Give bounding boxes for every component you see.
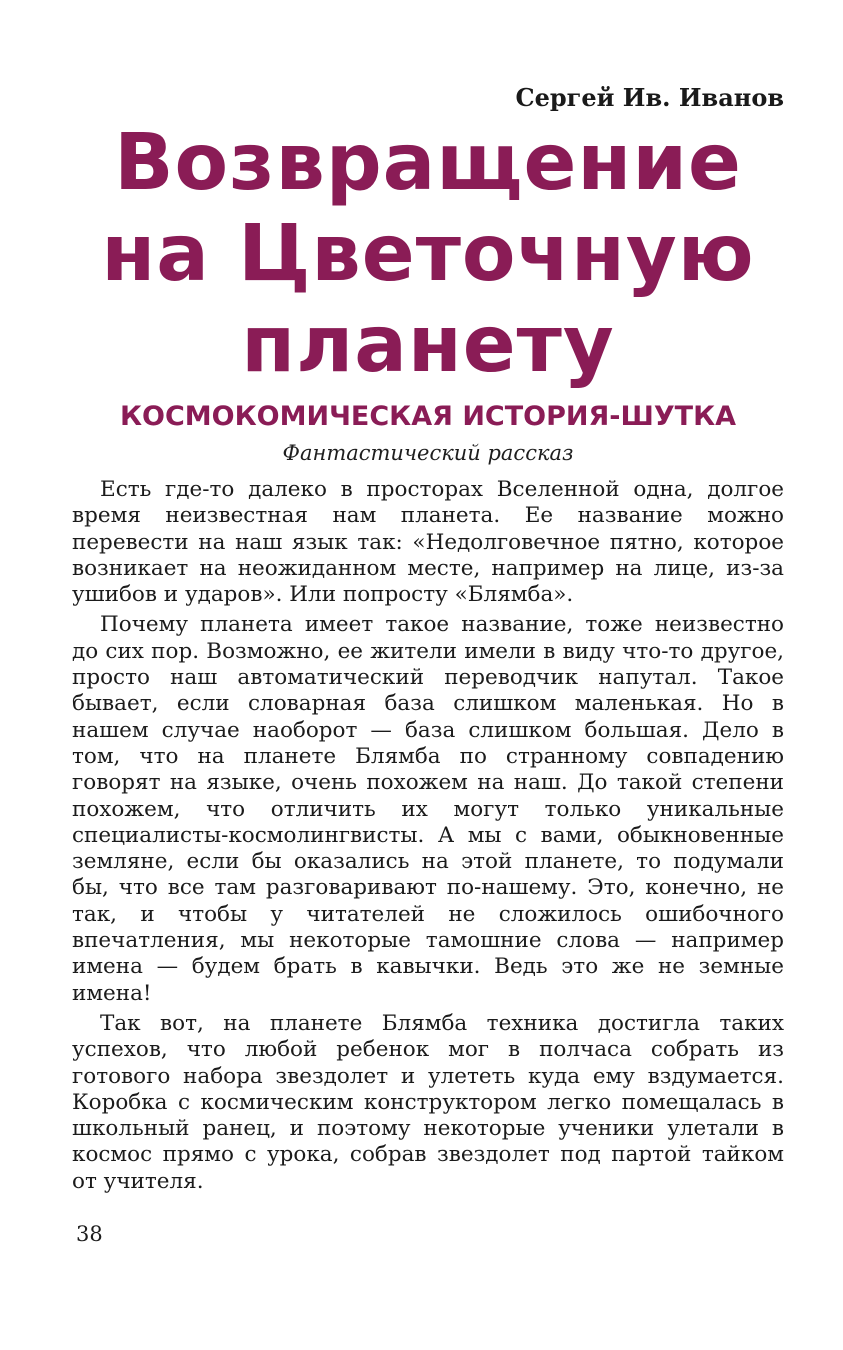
story-body (72, 477, 784, 1195)
paragraph: Есть где-то далеко в просторах Вселенной одна, долгое время неизвестная нам планета. Ее название можно перевести на наш язык так: «Недолговечное пятно, которое возникает на неожиданном месте, например на лице, из-за ушибов и ударов». Или попросту «Блямба». (72, 477, 784, 608)
paragraph: Почему планета имеет такое название, тоже неизвестно до сих пор. Возможно, ее жители имели в виду что-то другое, просто наш автоматический переводчик напутал. Такое бывает, если словарная база слишком маленькая. Но в нашем случае наоборот — база слишком большая. Дело в том, что на планете Блямба по странному совпадению говорят на языке, очень похожем на наш. До такой степени похожем, что отличить их могут только уникальные специалисты-космолингвисты. А мы с вами, обыкновенные земляне, если бы оказались на этой планете, то подумали бы, что все там разговаривают по-нашему. Это, конечно, не так, и чтобы у читателей не сложилось ошибочного впечатления, мы некоторые тамошние слова — например имена — будем брать в кавычки. Ведь это же не земные имена! (72, 612, 784, 1006)
title-line: планету (241, 300, 615, 390)
book-page (72, 78, 784, 1338)
story-subtitle: КОСМОКОМИЧЕСКАЯ ИСТОРИЯ-ШУТКА (119, 401, 737, 432)
author-name: Сергей Ив. Иванов (515, 83, 784, 112)
title-line: Возвращение (114, 118, 742, 208)
story-genre: Фантастический рассказ (282, 441, 574, 465)
title-line: на Цветочную (101, 209, 755, 299)
story-title (72, 118, 784, 391)
page-number: 38 (76, 1222, 103, 1246)
paragraph: Так вот, на планете Блямба техника достигла таких успехов, что любой ребенок мог в полчаса собрать из готового набора звездолет и улететь куда ему вздумается. Коробка с космическим конструктором легко помещалась в школьный ранец, и поэтому некоторые ученики улетали в космос прямо с урока, собрав звездолет под партой тайком от учителя. (72, 1010, 784, 1194)
